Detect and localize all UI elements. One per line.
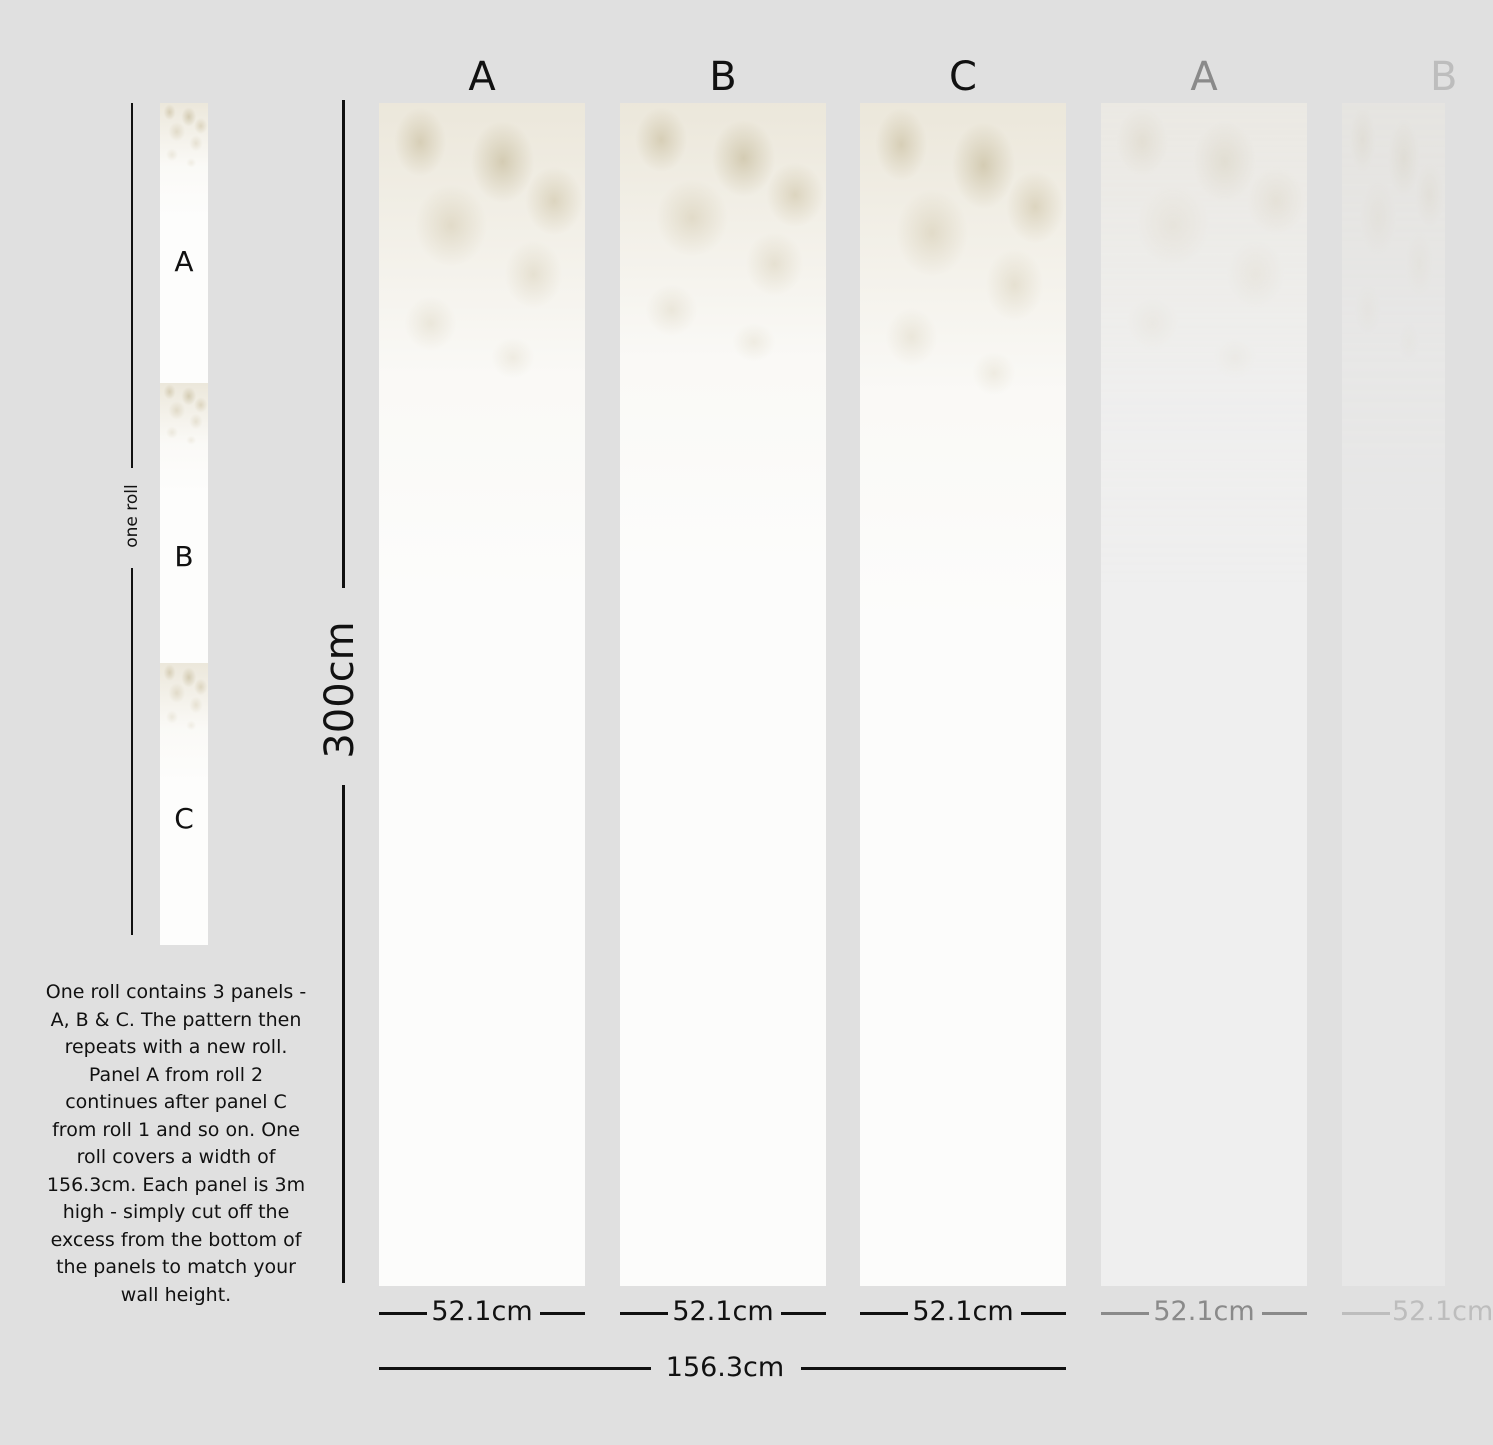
width-line-left: [860, 1312, 908, 1315]
width-line-right: [781, 1312, 826, 1315]
total-width: 156.3cm: [665, 1352, 785, 1383]
panel-width-c: 52.1cm: [912, 1296, 1014, 1327]
panel-c: [860, 103, 1066, 1286]
mini-panel-a: [160, 103, 208, 383]
height-line-top: [342, 100, 345, 588]
panel-a: [379, 103, 585, 1286]
width-line-left: [1101, 1312, 1149, 1315]
panel-letter-c: C: [949, 54, 977, 100]
width-line-left: [620, 1312, 668, 1315]
panel-letter-a: A: [468, 54, 496, 100]
leaf-pattern: [620, 103, 826, 563]
roll-description: One roll contains 3 panels - A, B & C. The pattern then repeats with a new roll. Panel A from roll 2 continues after panel C from roll 1 and so on. One roll covers a width of 156.3cm. Each panel is 3m high - simply cut off the excess from the bottom of the panels to match your wall height.: [45, 981, 307, 1306]
width-line-left: [1342, 1312, 1390, 1315]
mini-panel-label: C: [174, 802, 194, 835]
leaf-pattern: [379, 103, 585, 593]
mini-panel-label: A: [174, 245, 194, 278]
mini-leaf-pattern: [160, 103, 208, 218]
mini-leaf-pattern: [160, 383, 208, 493]
panel-width-a: 52.1cm: [431, 1296, 533, 1327]
height-label: 300cm: [317, 621, 363, 759]
roll-label: one roll: [122, 484, 142, 548]
panel-b: [620, 103, 826, 1286]
leaf-pattern: [1101, 103, 1307, 593]
mini-leaf-pattern: [160, 663, 208, 783]
width-line-right: [1021, 1312, 1066, 1315]
mini-panel-c: [160, 663, 208, 945]
roll-height-line-bottom: [131, 568, 133, 935]
roll-height-line-top: [131, 103, 133, 468]
total-width-line-left: [379, 1367, 651, 1370]
panel-letter-a-next: A: [1190, 54, 1218, 100]
width-line-left: [379, 1312, 427, 1315]
panel-width-b: 52.1cm: [672, 1296, 774, 1327]
mini-panel-label: B: [174, 540, 194, 573]
mini-panel-b: [160, 383, 208, 663]
panel-b-next: [1342, 103, 1445, 1286]
panel-width-a-next: 52.1cm: [1153, 1296, 1255, 1327]
height-line-bottom: [342, 785, 345, 1283]
panel-width-b-next: 52.1cm: [1392, 1296, 1493, 1327]
leaf-pattern: [860, 103, 1066, 623]
width-line-right: [540, 1312, 585, 1315]
width-line-right: [1262, 1312, 1307, 1315]
panel-letter-b-next: B: [1430, 54, 1458, 100]
total-width-line-right: [801, 1367, 1066, 1370]
panel-a-next: [1101, 103, 1307, 1286]
panel-letter-b: B: [709, 54, 737, 100]
leaf-pattern: [1342, 103, 1445, 563]
